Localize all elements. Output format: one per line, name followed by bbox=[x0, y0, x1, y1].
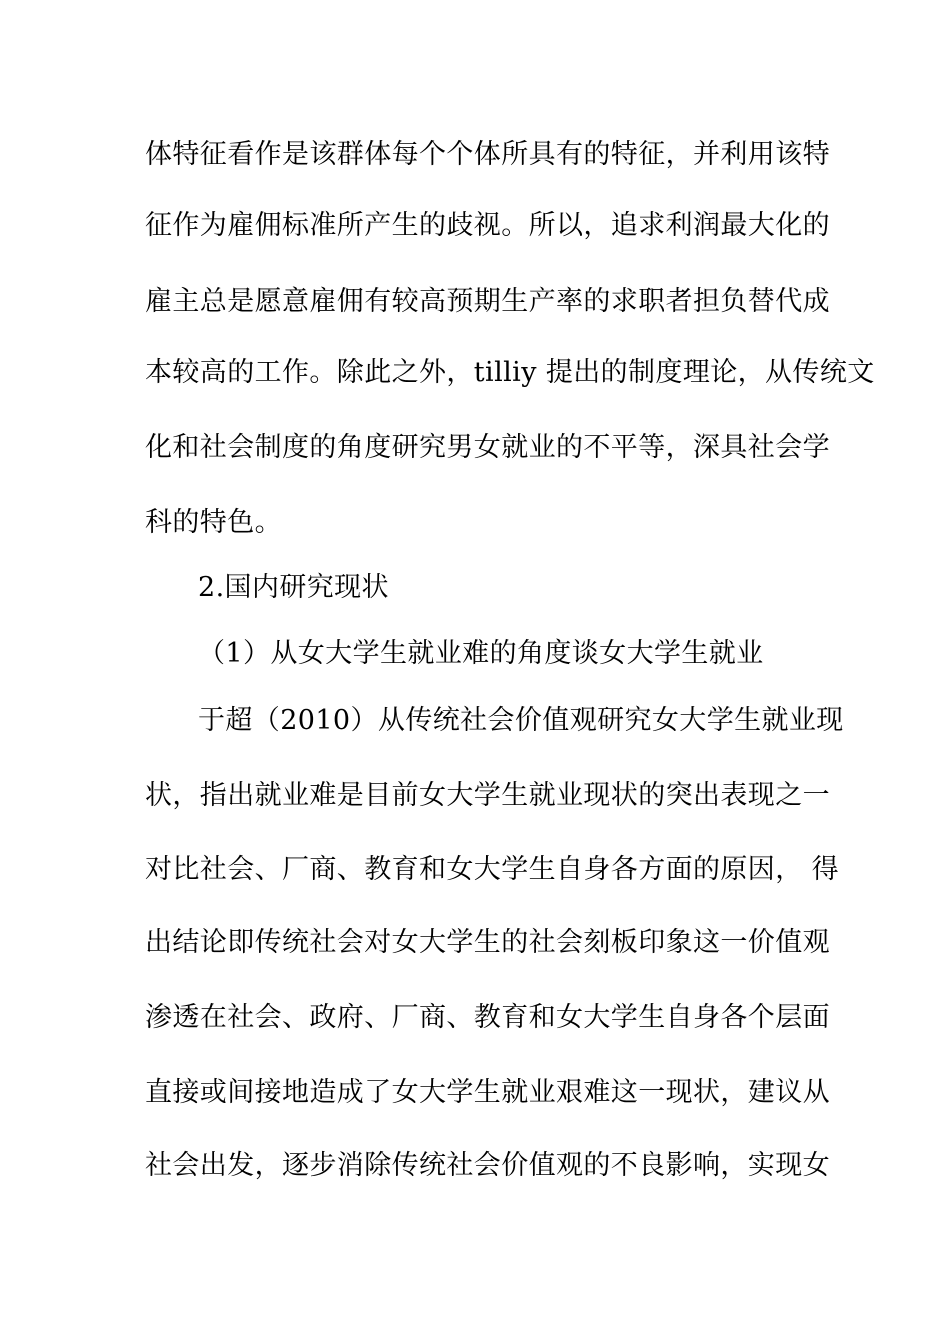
section-heading: 2.国内研究现状 bbox=[198, 572, 389, 603]
paragraph-line-8: 状，指出就业难是目前女大学生就业现状的突出表现之一 bbox=[145, 780, 830, 811]
paragraph-line-11: 渗透在社会、政府、厂商、教育和女大学生自身各个层面 bbox=[145, 1002, 830, 1033]
paragraph-line-2: 征作为雇佣标准所产生的歧视。所以，追求利润最大化的 bbox=[145, 210, 830, 241]
paragraph-line-10: 出结论即传统社会对女大学生的社会刻板印象这一价值观 bbox=[145, 927, 830, 958]
paragraph-line-7: 于超（2010）从传统社会价值观研究女大学生就业现 bbox=[198, 705, 844, 736]
paragraph-line-12: 直接或间接地造成了女大学生就业艰难这一现状，建议从 bbox=[145, 1077, 830, 1108]
paragraph-line-1: 体特征看作是该群体每个个体所具有的特征，并利用该特 bbox=[145, 139, 830, 170]
paragraph-line-5: 化和社会制度的角度研究男女就业的不平等，深具社会学 bbox=[145, 432, 830, 463]
paragraph-line-13: 社会出发，逐步消除传统社会价值观的不良影响，实现女 bbox=[145, 1150, 830, 1181]
paragraph-line-3: 雇主总是愿意雇佣有较高预期生产率的求职者担负替代成 bbox=[145, 286, 830, 317]
paragraph-line-4: 本较高的工作。除此之外，tilliy 提出的制度理论，从传统文 bbox=[145, 357, 875, 388]
paragraph-line-6: 科的特色。 bbox=[145, 507, 282, 538]
subsection-heading: （1）从女大学生就业难的角度谈女大学生就业 bbox=[198, 638, 764, 669]
paragraph-line-9: 对比社会、厂商、教育和女大学生自身各方面的原因， 得 bbox=[145, 854, 839, 885]
